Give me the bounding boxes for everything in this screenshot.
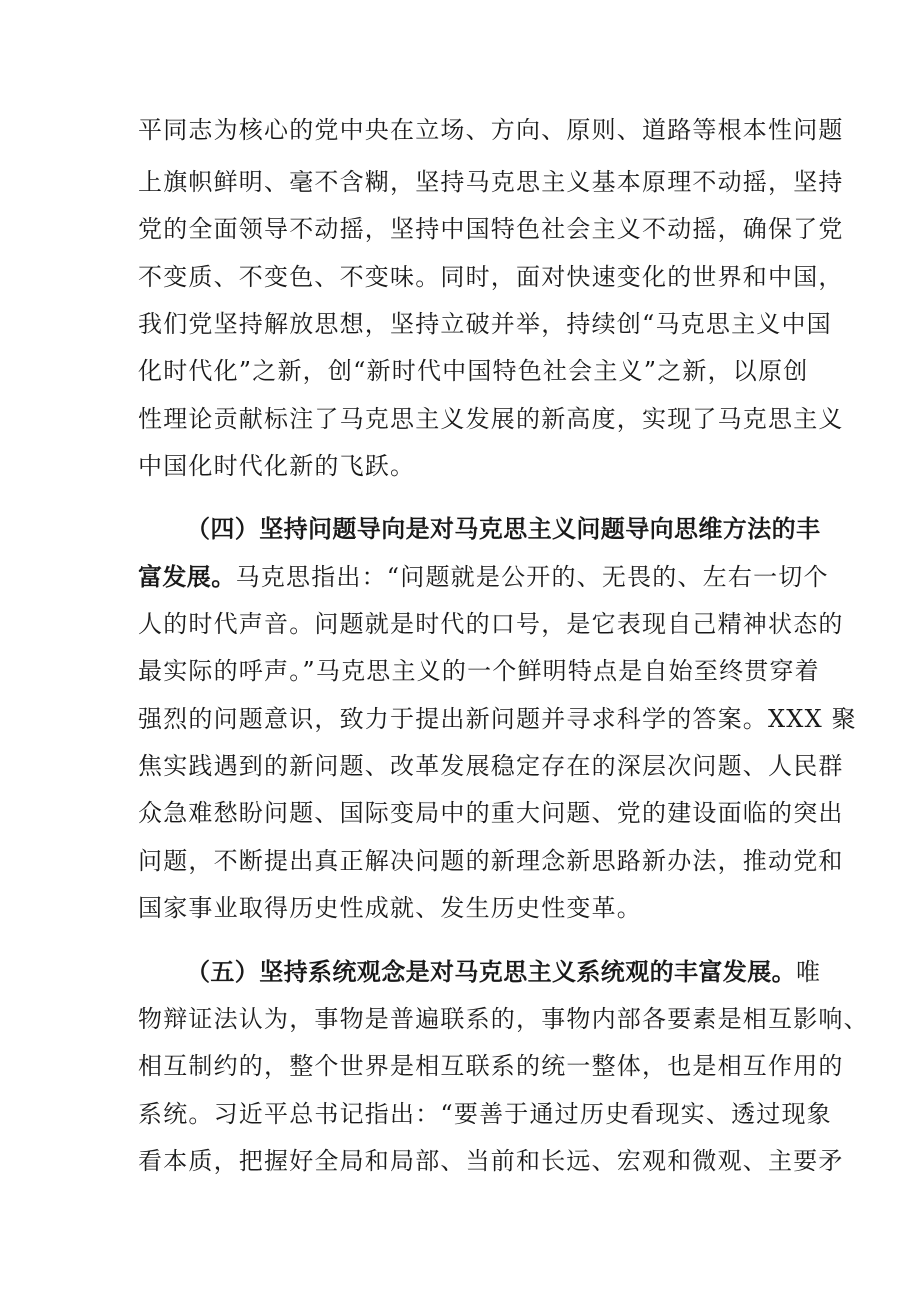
paragraph-line [138, 704, 857, 734]
paragraph-line [138, 404, 844, 434]
text-run: 化时代化”之新，创“新时代中国特色社会主义”之新，以原创 [138, 357, 809, 385]
text-run: 不变质、不变色、不变味。同时，面对快速变化的世界和中国， [138, 263, 844, 291]
paragraph-line [138, 656, 820, 686]
paragraph-line [138, 1051, 844, 1081]
section-heading-five [186, 957, 822, 987]
text-run: 众急难愁盼问题、国际变局中的重大问题、党的建设面临的突出 [138, 799, 844, 827]
paragraph-line [138, 609, 844, 639]
text-run: 系统。习近平总书记指出：“要善于通过历史看现实、透过现象 [138, 1100, 832, 1128]
paragraph-line [138, 214, 844, 244]
heading-text: （五）坚持系统观念是对马克思主义系统观的丰富发展。 [186, 957, 796, 986]
text-run: 焦实践遇到的新问题、改革发展稳定存在的深层次问题、人民群 [138, 752, 844, 780]
text-run: 看本质，把握好全局和局部、当前和长远、宏观和微观、主要矛 [138, 1147, 844, 1175]
text-run: 性理论贡献标注了马克思主义发展的新高度，实现了马克思主义 [138, 405, 844, 433]
paragraph-line [138, 451, 798, 481]
paragraph-line [138, 167, 844, 197]
paragraph-line [138, 262, 844, 292]
text-run: 党的全面领导不动摇，坚持中国特色社会主义不动摇，确保了党 [138, 215, 844, 243]
paragraph-line [138, 1004, 869, 1034]
text-run: 强烈的问题意识，致力于提出新问题并寻求科学的答案。XXX 聚 [138, 705, 857, 733]
text-run: 唯 [796, 958, 822, 986]
paragraph-line [138, 798, 844, 828]
text-run: 马克思指出：“问题就是公开的、无畏的、左右一切个 [235, 563, 829, 591]
paragraph-line [138, 562, 829, 592]
text-run: 上旗帜鲜明、毫不含糊，坚持马克思主义基本原理不动摇，坚持 [138, 168, 844, 196]
paragraph-line [138, 846, 844, 876]
paragraph-line [138, 309, 832, 339]
text-run: 国家事业取得历史性成就、发生历史性变革。 [138, 894, 642, 922]
text-run: 物辩证法认为，事物是普遍联系的，事物内部各要素是相互影响、 [138, 1005, 869, 1033]
paragraph-line [138, 1146, 844, 1176]
text-run: 人的时代声音。问题就是时代的口号，是它表现自己精神状态的 [138, 610, 844, 638]
text-run: 平同志为核心的党中央在立场、方向、原则、道路等根本性问题 [138, 116, 844, 144]
section-heading-four [186, 514, 821, 544]
text-run: 我们党坚持解放思想，坚持立破并举，持续创“马克思主义中国 [138, 310, 832, 338]
paragraph-line [138, 751, 844, 781]
text-run: 中国化时代化新的飞跃。 [138, 452, 416, 480]
paragraph-line [138, 115, 844, 145]
text-run: 最实际的呼声。”马克思主义的一个鲜明特点是自始至终贯穿着 [138, 657, 820, 685]
heading-text: （四）坚持问题导向是对马克思主义问题导向思维方法的丰 [186, 514, 821, 543]
paragraph-line [138, 1099, 832, 1129]
paragraph-line [138, 356, 809, 386]
text-run: 相互制约的，整个世界是相互联系的统一整体，也是相互作用的 [138, 1052, 844, 1080]
paragraph-line [138, 893, 798, 923]
text-run: 问题，不断提出真正解决问题的新理念新思路新办法，推动党和 [138, 847, 844, 875]
heading-text: 富发展。 [138, 562, 236, 591]
